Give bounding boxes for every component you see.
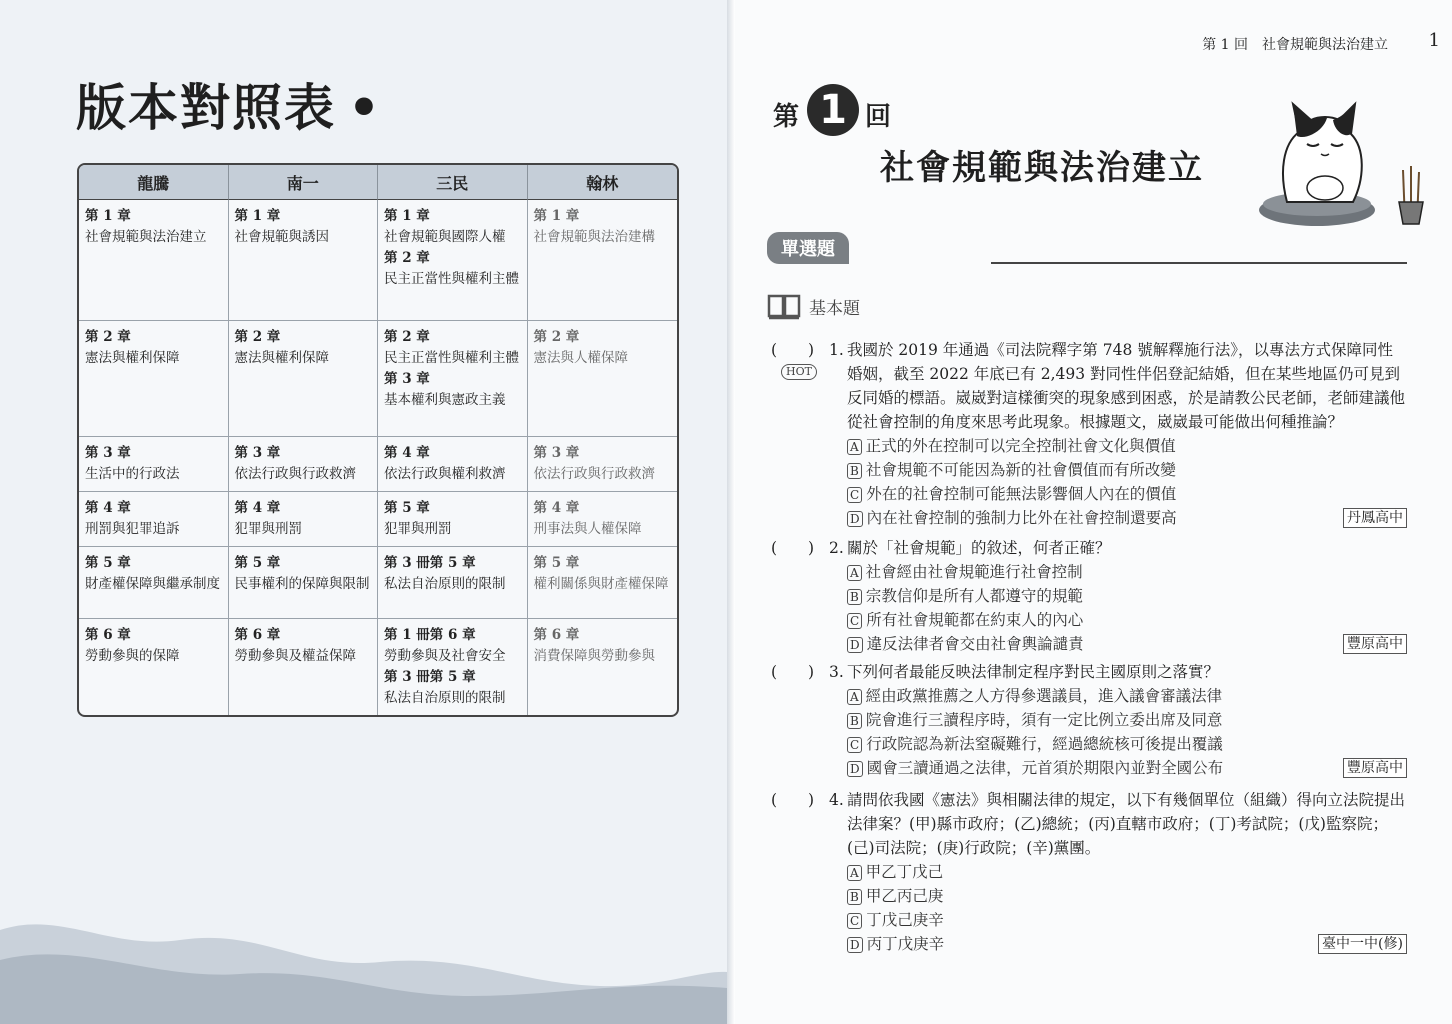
book-icon (767, 292, 801, 320)
option-letter: D (847, 511, 863, 527)
header-longteng: 龍騰 (79, 165, 229, 200)
chapter-label: 第 3 冊第 5 章 (384, 555, 476, 571)
chapter-suffix: 回 (865, 102, 892, 132)
answer-option[interactable] (847, 632, 1407, 656)
chapter-label: 第 4 章 (533, 500, 580, 516)
table-cell (79, 200, 229, 321)
chapter-label: 第 1 章 (384, 208, 430, 224)
chapter-topic: 社會規範與誘因 (234, 229, 329, 245)
table-cell (79, 492, 229, 547)
option-text: 社會規範不可能因為新的社會價值而有所改變 (865, 461, 1176, 479)
answer-option[interactable] (847, 732, 1407, 756)
chapter-label: 第 2 章 (85, 329, 131, 345)
table-cell (378, 437, 528, 492)
chapter-label: 第 5 章 (85, 555, 131, 571)
table-row (79, 492, 677, 547)
table-cell (528, 321, 678, 437)
chapter-label: 第 1 章 (533, 208, 580, 224)
option-text: 丙丁戊庚辛 (866, 935, 945, 953)
option-text: 所有社會規範都在約束人的內心 (866, 611, 1084, 629)
table-header-row (79, 165, 677, 200)
answer-option[interactable] (847, 506, 1407, 530)
chapter-topic: 勞動參與的保障 (85, 648, 180, 664)
option-letter: D (847, 937, 863, 953)
answer-blank[interactable]: ( ) (771, 539, 815, 557)
option-text: 正式的外在控制可以完全控制社會文化與價值 (865, 437, 1176, 455)
option-letter: C (847, 487, 862, 503)
table-cell (378, 619, 528, 715)
answer-option[interactable] (847, 756, 1407, 780)
chapter-topic: 犯罪與刑罰 (234, 521, 302, 537)
table-row (79, 321, 677, 437)
option-letter: D (847, 761, 863, 777)
option-letter: D (847, 637, 863, 653)
chapter-label: 第 6 章 (85, 627, 131, 643)
option-text: 內在社會控制的強制力比外在社會控制還要高 (866, 509, 1177, 527)
question-source-badge: 豐原高中 (1343, 634, 1407, 654)
chapter-label: 第 1 章 (85, 208, 131, 224)
chapter-label: 第 4 章 (384, 445, 430, 461)
answer-option[interactable] (847, 908, 1407, 932)
chapter-label: 第 3 冊第 5 章 (384, 669, 476, 685)
chapter-label: 第 5 章 (533, 555, 580, 571)
question-item (771, 338, 1407, 530)
chapter-topic: 勞動參與及社會安全 (384, 648, 506, 664)
answer-option[interactable] (847, 434, 1407, 458)
chapter-label: 第 2 章 (384, 250, 430, 266)
chapter-topic: 依法行政與權利救濟 (384, 466, 506, 482)
hot-badge: HOT (781, 364, 817, 380)
chapter-topic: 私法自治原則的限制 (384, 576, 506, 592)
cat-mascot-illustration (1253, 92, 1431, 232)
chapter-topic: 刑罰與犯罪追訴 (85, 521, 180, 537)
chapter-prefix: 第 (773, 102, 800, 132)
decorative-waves (0, 900, 727, 1024)
table-cell (378, 492, 528, 547)
chapter-label: 第 3 章 (533, 445, 580, 461)
chapter-label: 第 4 章 (85, 500, 131, 516)
answer-blank[interactable]: ( ) (771, 791, 815, 809)
chapter-topic: 民主正當性與權利主體 (384, 271, 519, 287)
answer-option[interactable] (847, 684, 1407, 708)
chapter-topic: 憲法與權利保障 (85, 350, 180, 366)
table-cell (378, 321, 528, 437)
chapter-topic: 憲法與權利保障 (234, 350, 329, 366)
option-letter: A (847, 689, 862, 705)
option-text: 宗教信仰是所有人都遵守的規範 (865, 587, 1083, 605)
question-number: 4. (829, 791, 844, 809)
running-head: 第 1 回 社會規範與法治建立 (1202, 37, 1388, 53)
option-text: 行政院認為新法窒礙難行，經過總統核可後提出覆議 (866, 735, 1223, 753)
table-cell (229, 437, 379, 492)
table-cell (528, 492, 678, 547)
table-cell (79, 619, 229, 715)
question-item (771, 788, 1407, 956)
table-cell (378, 200, 528, 321)
table-cell (229, 200, 379, 321)
chapter-topic: 基本權利與憲政主義 (384, 392, 506, 408)
title-dot: • (348, 79, 382, 137)
question-stem: 請問依我國《憲法》與相關法律的規定，以下有幾個單位（組織）得向立法院提出法律案？(甲)縣市政府；(乙)總統；(丙)直轄市政府；(丁)考試院；(戊)監察院；(己)司法院；(庚)行政院；(辛)黨團。 (847, 791, 1406, 857)
table-cell (79, 321, 229, 437)
answer-option[interactable] (847, 860, 1407, 884)
chapter-topic: 依法行政與行政救濟 (533, 466, 655, 482)
header-sanmin: 三民 (378, 165, 528, 200)
answer-option[interactable] (847, 482, 1407, 506)
question-item (771, 536, 1407, 656)
header-nanyi: 南一 (229, 165, 379, 200)
option-letter: B (847, 713, 862, 729)
chapter-topic: 憲法與人權保障 (533, 350, 628, 366)
option-letter: A (847, 439, 862, 455)
chapter-topic: 刑事法與人權保障 (533, 521, 642, 537)
table-cell (528, 547, 678, 619)
option-text: 經由政黨推薦之人方得參選議員，進入議會審議法律 (865, 687, 1223, 705)
chapter-label: 第 1 冊第 6 章 (384, 627, 476, 643)
question-stem: 關於「社會規範」的敘述，何者正確？ (847, 539, 1111, 557)
question-stem: 我國於 2019 年通過《司法院釋字第 748 號解釋施行法》，以專法方式保障同性婚姻，截至 2022 年底已有 2,493 對同性伴侶登記結婚，但在某些地區仍可見到反同婚的標語。崴崴對這樣衝突的現象感到困惑，於是請教公民老師，老師建議他從社會控制的角度來思考此現象。根據題文，崴崴最可能做出何種推論？ (847, 341, 1406, 431)
option-letter: B (847, 889, 862, 905)
table-cell (528, 619, 678, 715)
option-text: 丁戊己庚辛 (866, 911, 944, 929)
answer-blank[interactable]: ( ) (771, 341, 815, 359)
chapter-topic: 社會規範與法治建立 (85, 229, 207, 245)
chapter-label: 第 5 章 (384, 500, 430, 516)
chapter-topic: 社會規範與法治建構 (533, 229, 655, 245)
option-text: 甲乙丁戊己 (865, 863, 944, 881)
table-row (79, 547, 677, 619)
option-text: 國會三讀通過之法律，元首須於期限內並對全國公布 (866, 759, 1224, 777)
option-letter: C (847, 613, 862, 629)
option-letter: A (847, 865, 862, 881)
table-cell (378, 547, 528, 619)
chapter-label: 第 1 章 (234, 208, 281, 224)
table-row (79, 437, 677, 492)
title-text: 版本對照表 (76, 79, 336, 137)
chapter-label: 第 6 章 (533, 627, 580, 643)
chapter-label: 第 2 章 (384, 329, 430, 345)
chapter-topic: 勞動參與及權益保障 (234, 648, 356, 664)
answer-option[interactable] (847, 608, 1407, 632)
chapter-topic: 民事權利的保障與限制 (234, 576, 370, 592)
answer-option[interactable] (847, 458, 1407, 482)
header-hanlin: 翰林 (528, 165, 678, 200)
question-source-badge: 丹鳳高中 (1343, 508, 1407, 528)
table-cell (528, 200, 678, 321)
chapter-topic: 消費保障與勞動參與 (533, 648, 655, 664)
right-page (735, 0, 1452, 1024)
option-text: 社會經由社會規範進行社會控制 (865, 563, 1083, 581)
question-number: 3. (829, 663, 844, 681)
table-cell (229, 321, 379, 437)
chapter-topic: 生活中的行政法 (85, 466, 180, 482)
option-letter: B (847, 589, 862, 605)
page-number: 1 (1428, 30, 1440, 51)
chapter-label: 第 3 章 (384, 371, 430, 387)
answer-option[interactable] (847, 560, 1407, 584)
answer-option[interactable] (847, 584, 1407, 608)
chapter-label: 第 6 章 (234, 627, 281, 643)
section-rule (991, 262, 1407, 264)
option-text: 院會進行三讀程序時，須有一定比例立委出席及同意 (865, 711, 1223, 729)
page-gutter (727, 0, 735, 1024)
table-row (79, 200, 677, 321)
chapter-topic: 財產權保障與繼承制度 (85, 576, 220, 592)
section-label-single-choice: 單選題 (767, 232, 849, 264)
option-text: 違反法律者會交由社會輿論譴責 (866, 635, 1084, 653)
table-cell (229, 619, 379, 715)
option-text: 甲乙丙己庚 (865, 887, 944, 905)
question-number: 2. (829, 539, 844, 557)
option-letter: A (847, 565, 862, 581)
basic-questions-heading (767, 292, 860, 320)
option-text: 外在的社會控制可能無法影響個人內在的價值 (866, 485, 1177, 503)
table-cell (79, 547, 229, 619)
chapter-topic: 社會規範與國際人權 (384, 229, 506, 245)
chapter-topic: 依法行政與行政救濟 (234, 466, 356, 482)
version-comparison-table (77, 163, 679, 717)
chapter-label: 第 4 章 (234, 500, 281, 516)
chapter-label: 第 3 章 (85, 445, 131, 461)
version-table-title (76, 68, 382, 140)
question-source-badge: 豐原高中 (1343, 758, 1407, 778)
chapter-topic: 私法自治原則的限制 (384, 690, 506, 706)
answer-option[interactable] (847, 708, 1407, 732)
chapter-topic: 犯罪與刑罰 (384, 521, 452, 537)
answer-option[interactable] (847, 884, 1407, 908)
table-cell (229, 492, 379, 547)
chapter-label: 第 3 章 (234, 445, 281, 461)
question-stem: 下列何者最能反映法律制定程序對民主國原則之落實？ (847, 663, 1220, 681)
basic-questions-label: 基本題 (809, 298, 860, 319)
question-number: 1. (829, 341, 844, 359)
chapter-topic: 權利關係與財產權保障 (533, 576, 669, 592)
chapter-title: 社會規範與法治建立 (880, 148, 1204, 188)
option-letter: C (847, 913, 862, 929)
table-cell (79, 437, 229, 492)
table-row (79, 619, 677, 715)
table-cell (528, 437, 678, 492)
option-letter: C (847, 737, 862, 753)
chapter-label: 第 2 章 (533, 329, 580, 345)
question-item (771, 660, 1407, 780)
table-cell (229, 547, 379, 619)
question-source-badge: 臺中一中(修) (1318, 934, 1407, 954)
option-letter: B (847, 463, 862, 479)
chapter-number: 1 (807, 84, 859, 136)
answer-blank[interactable]: ( ) (771, 663, 815, 681)
chapter-label: 第 2 章 (234, 329, 281, 345)
chapter-topic: 民主正當性與權利主體 (384, 350, 519, 366)
chapter-label: 第 5 章 (234, 555, 281, 571)
